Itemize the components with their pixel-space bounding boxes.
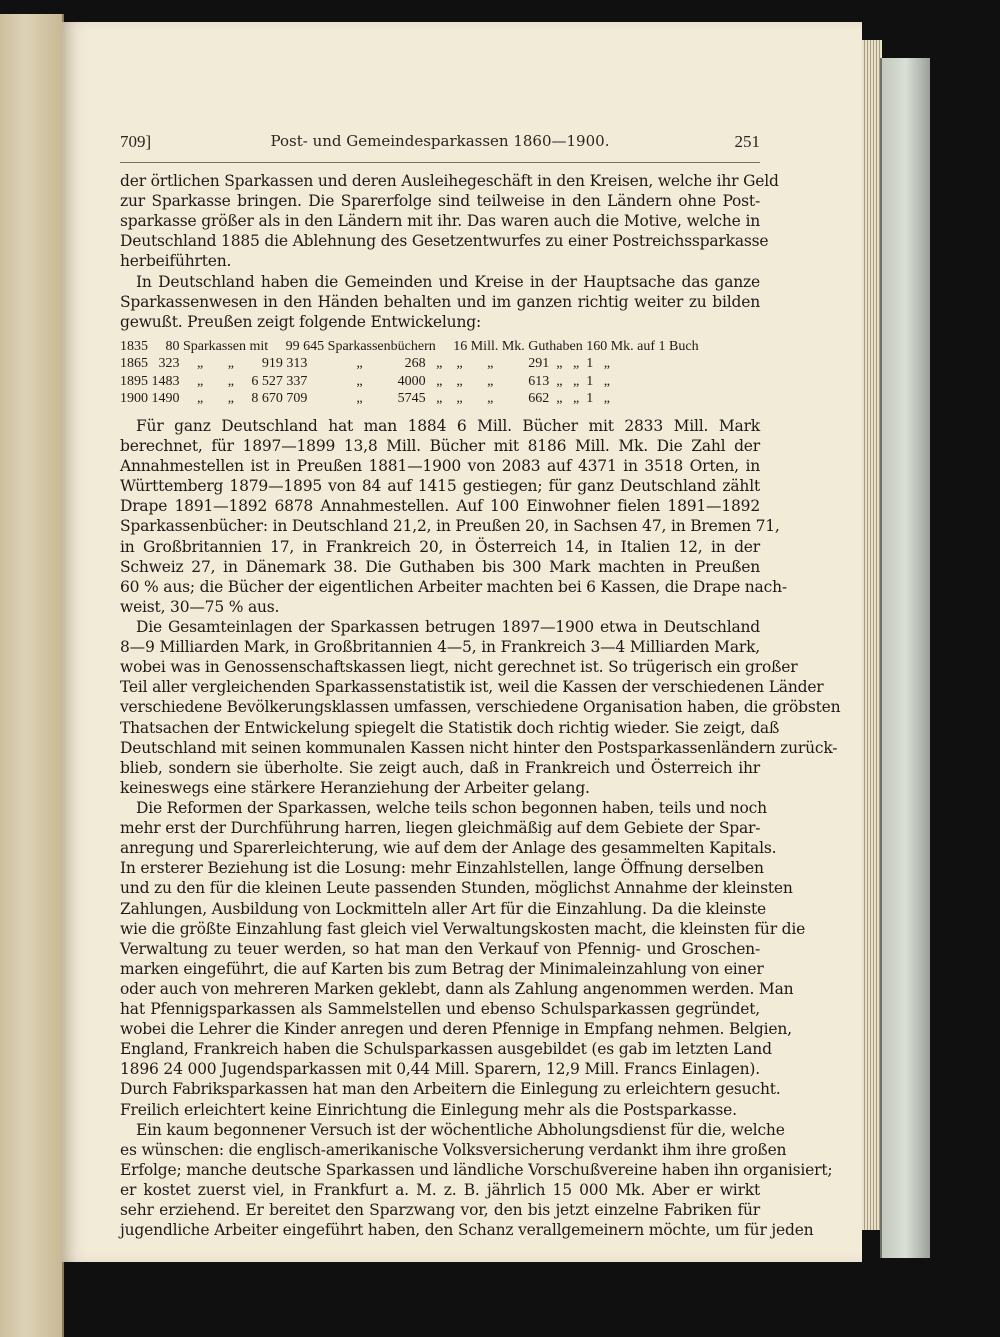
text-line: keineswegs eine stärkere Heranziehung der Arbeiter gelang. — [120, 778, 590, 797]
page-number: 251 — [734, 132, 760, 151]
text-line: Ein kaum begonnener Versuch ist der wöchentliche Abholungsdienst für die, welche — [136, 1120, 785, 1139]
text-line: es wünschen: die englisch-amerikanische Volksversicherung verdankt ihm ihre großen — [120, 1140, 787, 1159]
statistics-table — [120, 338, 760, 408]
text-line: in Großbritannien 17, in Frankreich 20, in Österreich 14, in Italien 12, in der — [120, 537, 760, 556]
text-line: zur Sparkasse bringen. Die Sparerfolge sind teilweise in den Ländern ohne Post- — [120, 192, 760, 211]
text-line: Schweiz 27, in Dänemark 38. Die Guthaben bis 300 Mark machten in Preußen — [120, 557, 760, 576]
text-line: 1896 24 000 Jugendsparkassen mit 0,44 Mill. Sparern, 12,9 Mill. Francs Einlagen). — [120, 1060, 760, 1079]
text-line: Württemberg 1879—1895 von 84 auf 1415 gestiegen; für ganz Deutschland zählt — [120, 477, 760, 496]
table-row: 1865 323 „ „ 919 313 „ 268 „ „ „ 291 „ „ 1 „ — [120, 356, 610, 372]
text-line: anregung und Sparerleichterung, wie auf dem der Anlage des gesammelten Kapitals. — [120, 839, 777, 858]
left-page-edge — [0, 14, 64, 1337]
header-rule — [120, 162, 760, 163]
table-row: 1900 1490 „ „ 8 670 709 „ 5745 „ „ „ 662 „ „ 1 „ — [120, 391, 610, 407]
paragraph — [120, 272, 760, 332]
text-line: England, Frankreich haben die Schulsparkassen ausgebildet (es gab im letzten Land — [120, 1040, 772, 1059]
text-line: verschiedene Bevölkerungsklassen umfassen, verschiedene Organisation haben, die gröbsten — [120, 698, 841, 717]
text-line: wie die größte Einzahlung fast gleich viel Verwaltungskosten macht, die kleinsten für die — [120, 919, 806, 938]
text-line: weist, 30—75 % aus. — [120, 597, 280, 616]
text-line: Freilich erleichtert keine Einrichtung die Einlegung mehr als die Postsparkasse. — [120, 1100, 737, 1119]
text-line: Annahmestellen ist in Preußen 1881—1900 von 2083 auf 4371 in 3518 Orten, in — [120, 457, 760, 476]
text-line: jugendliche Arbeiter eingeführt haben, den Schanz verallgemeinern möchte, um für jeden — [120, 1221, 814, 1240]
text-line: In Deutschland haben die Gemeinden und Kreise in der Hauptsache das ganze — [136, 272, 760, 291]
text-line: hat Pfennigsparkassen als Sammelstellen und ebenso Schulsparkassen gegründet, — [120, 1000, 760, 1019]
text-line: und zu den für die kleinen Leute passenden Stunden, möglichst Annahme der kleinsten — [120, 879, 793, 898]
text-line: wobei die Lehrer die Kinder anregen und deren Pfennige in Empfang nehmen. Belgien, — [120, 1020, 792, 1039]
paragraph — [120, 798, 806, 1120]
text-line: Deutschland 1885 die Ablehnung des Gesetzentwurfes zu einer Postreichssparkasse — [120, 232, 769, 251]
text-line: Drape 1891—1892 6878 Annahmestellen. Auf 100 Einwohner fielen 1891—1892 — [120, 497, 760, 516]
table-row: 1895 1483 „ „ 6 527 337 „ 4000 „ „ „ 613 „ „ 1 „ — [120, 373, 610, 389]
running-header — [120, 132, 760, 156]
text-line: Zahlungen, Ausbildung von Lockmitteln aller Art für die Einzahlung. Da die kleinste — [120, 899, 766, 918]
text-line: 60 % aus; die Bücher der eigentlichen Arbeiter machten bei 6 Kassen, die Drape nach- — [120, 577, 787, 596]
text-line: sparkasse größer als in den Ländern mit ihr. Das waren auch die Motive, welche in — [120, 212, 760, 231]
text-line: marken eingeführt, die auf Karten bis zum Betrag der Minimaleinzahlung von einer — [120, 959, 764, 978]
text-line: Durch Fabriksparkassen hat man den Arbeitern die Einlegung zu erleichtern gesucht. — [120, 1080, 781, 1099]
text-line: der örtlichen Sparkassen und deren Ausleihegeschäft in den Kreisen, welche ihr Geld — [120, 172, 779, 190]
header-section-number: 709] — [120, 132, 152, 151]
text-line: oder auch von mehreren Marken geklebt, dann als Zahlung angenommen werden. Man — [120, 979, 794, 998]
text-line: er kostet zuerst viel, in Frankfurt a. M. z. B. jährlich 15 000 Mk. Aber er wirkt — [120, 1181, 760, 1200]
paragraph — [120, 416, 787, 617]
text-line: Teil aller vergleichenden Sparkassenstatistik ist, weil die Kassen der verschiedenen Länder — [120, 678, 824, 697]
text-line: gewußt. Preußen zeigt folgende Entwickelung: — [120, 312, 481, 331]
text-line: Für ganz Deutschland hat man 1884 6 Mill. Bücher mit 2833 Mill. Mark — [136, 416, 760, 435]
text-line: Die Reformen der Sparkassen, welche teils schon begonnen haben, teils und noch — [136, 798, 767, 817]
text-line: Verwaltung zu teuer werden, so hat man den Verkauf von Pfennig- und Groschen- — [120, 939, 760, 958]
text-line: Thatsachen der Entwickelung spiegelt die Statistik doch richtig wieder. Sie zeigt, daß — [120, 718, 780, 737]
text-line: wobei was in Genossenschaftskassen liegt, nicht gerechnet ist. So trügerisch ein großer — [120, 658, 798, 677]
paragraph — [120, 1120, 833, 1241]
text-line: Deutschland mit seinen kommunalen Kassen nicht hinter den Postsparkassenländern zurück- — [120, 738, 838, 757]
paragraph — [120, 617, 841, 798]
header-title: Post- und Gemeindesparkassen 1860—1900. — [270, 132, 610, 150]
text-line: In ersterer Beziehung ist die Losung: mehr Einzahlstellen, lange Öffnung derselben — [120, 859, 764, 878]
paragraph — [120, 171, 779, 272]
text-line: sehr erziehend. Er bereitet den Sparzwang vor, den bis jetzt einzelne Fabriken für — [120, 1201, 760, 1220]
text-block-top — [120, 171, 779, 332]
text-line: herbeiführten. — [120, 252, 232, 271]
table-row: 1835 80 Sparkassen mit 99 645 Sparkassenbüchern 16 Mill. Mk. Guthaben 160 Mk. auf 1 Buch — [120, 338, 699, 354]
text-line: berechnet, für 1897—1899 13,8 Mill. Bücher mit 8186 Mill. Mk. Die Zahl der — [120, 436, 760, 455]
text-line: 8—9 Milliarden Mark, in Großbritannien 4—5, in Frankreich 3—4 Milliarden Mark, — [120, 638, 760, 657]
text-block-bottom — [120, 416, 841, 1240]
text-line: Sparkassenbücher: in Deutschland 21,2, in Preußen 20, in Sachsen 47, in Bremen 71, — [120, 517, 780, 536]
text-line: blieb, sondern sie überholte. Sie zeigt auch, daß in Frankreich und Österreich ihr — [120, 758, 760, 777]
text-line: Sparkassenwesen in den Händen behalten und im ganzen richtig weiter zu bilden — [120, 292, 760, 311]
text-line: Erfolge; manche deutsche Sparkassen und ländliche Vorschußvereine haben ihn organisiert; — [120, 1160, 833, 1179]
page-body — [120, 171, 841, 1240]
book-spine — [880, 58, 930, 1258]
text-line: Die Gesamteinlagen der Sparkassen betrugen 1897—1900 etwa in Deutschland — [136, 617, 760, 636]
text-line: mehr erst der Durchführung harren, liegen gleichmäßig auf dem Gebiete der Spar- — [120, 819, 761, 838]
